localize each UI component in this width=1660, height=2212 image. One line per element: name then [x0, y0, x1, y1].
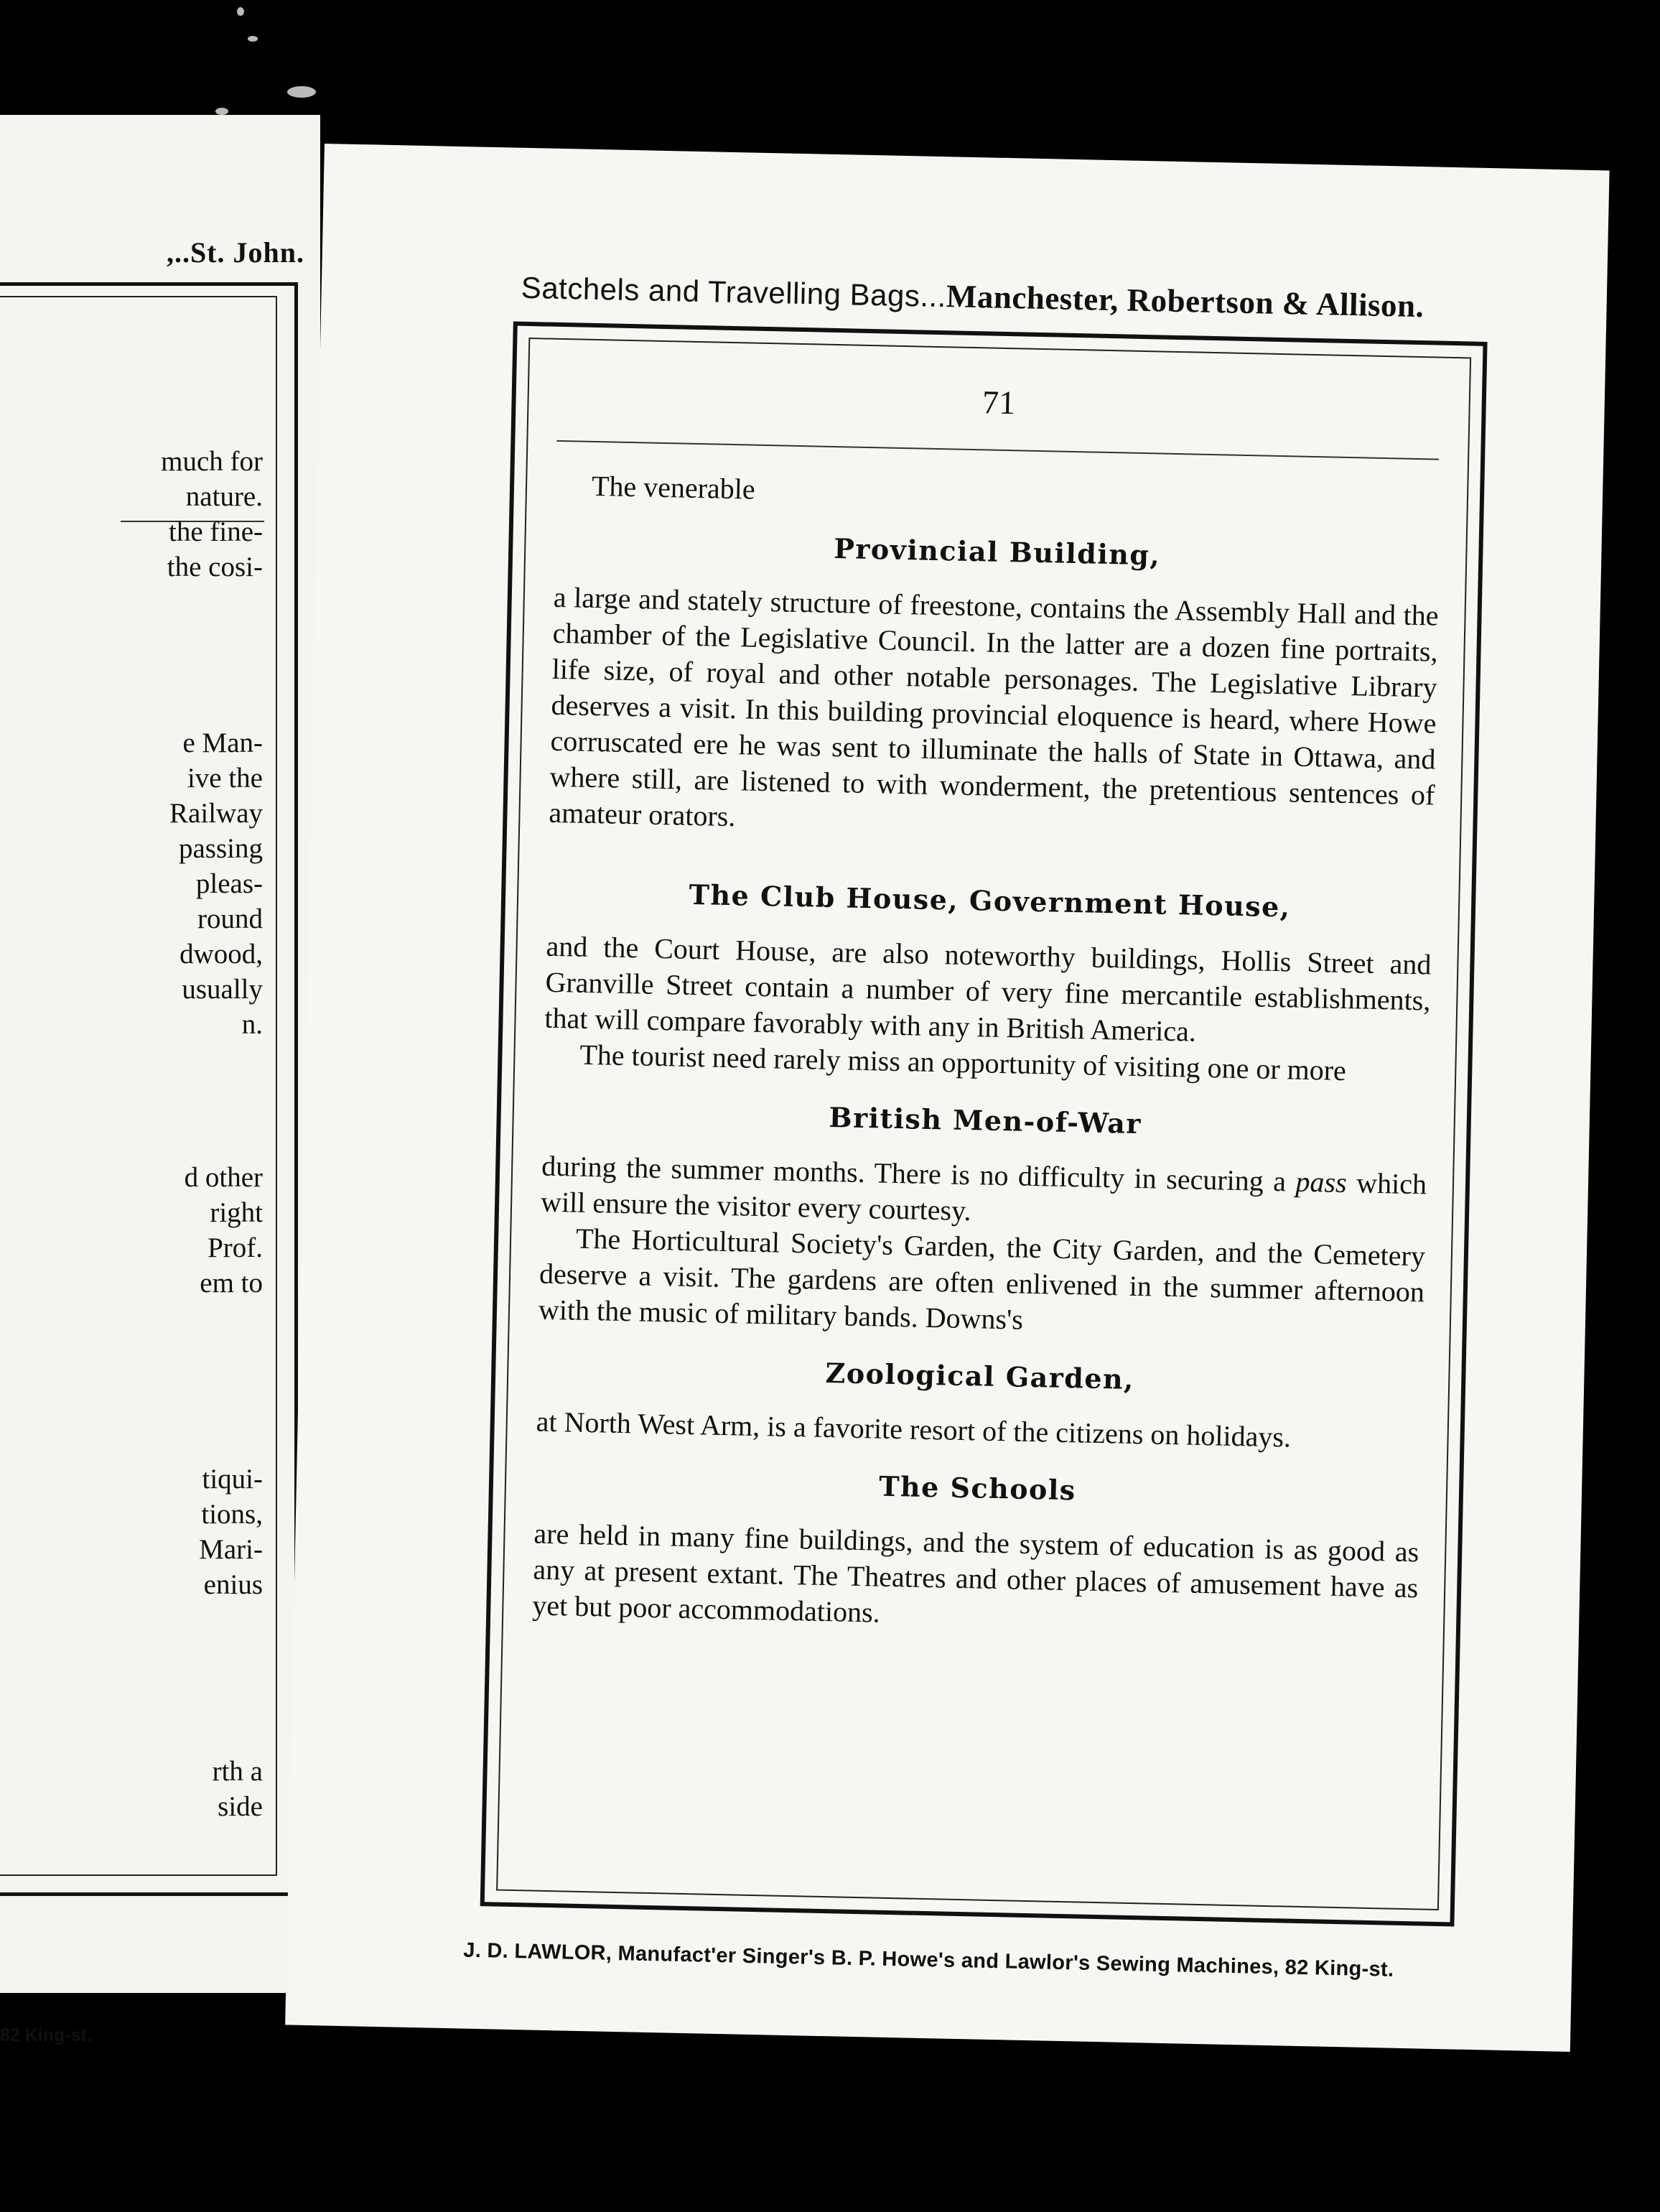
header-advert-right: Manchester, Robertson & Allison.: [946, 278, 1424, 325]
left-line: round: [197, 903, 263, 934]
heading-schools: The Schools: [878, 1469, 1077, 1507]
heading-provincial-building: Provincial Building,: [833, 531, 1161, 572]
scan-speck: [248, 36, 258, 42]
left-line: tions,: [201, 1499, 263, 1530]
heading-men-of-war: British Men-of-War: [829, 1101, 1142, 1140]
left-line: pleas-: [195, 868, 263, 899]
right-page: [285, 144, 1609, 2052]
left-page-footer: 82 King-st.: [0, 2025, 92, 2045]
page-inner-frame: [496, 338, 1471, 1910]
paragraph: a large and stately structure of freestone, contains the Assembly Hall and the chamber of the Legislative Council. In the latter are a dozen fine portraits, life size, of royal and other notable personages. The Legislative Library deserves a visit. In this building provincial eloquence is heard, where Howe corruscated ere he was sent to illuminate the halls of State in Ottawa, and where still, are listened to with wonderment, the pretentious sentences of amateur orators.: [549, 580, 1440, 833]
scan-speck: [287, 86, 316, 98]
left-line: Prof.: [208, 1232, 263, 1263]
left-line: much for: [161, 446, 263, 477]
page-footer-advert: J. D. LAWLOR, Manufact'er Singer's B. P. Howe's and Lawlor's Sewing Machines, 82 King-st.: [463, 1938, 1394, 1981]
left-line: rth a: [212, 1756, 263, 1787]
left-line: the cosi-: [167, 552, 263, 582]
left-line: the fine-: [168, 516, 263, 547]
scan-speck: [237, 7, 244, 16]
left-line: n.: [241, 1009, 263, 1040]
left-line: passing: [179, 833, 263, 864]
left-line: nature.: [185, 481, 263, 512]
left-text-group-3: [185, 1160, 263, 1301]
header-separator: ...: [919, 279, 947, 314]
left-line: usually: [182, 974, 263, 1005]
left-line: em to: [200, 1268, 263, 1298]
page-content: [532, 468, 1441, 1642]
left-line: tiqui-: [202, 1464, 263, 1495]
left-line: enius: [203, 1569, 263, 1600]
top-rule: [556, 440, 1439, 460]
paragraph: The Horticultural Society's Garden, the City Garden, and the Cemetery deserve a visit. The gardens are often enlivened in the summer afternoon with the music of military bands. Downs's: [538, 1222, 1426, 1336]
paragraph: are held in many fine buildings, and the system of education is as good as any at present extant. The Theatres and other places of amusement have as yet but poor accommodations.: [531, 1517, 1419, 1629]
left-line: right: [210, 1197, 263, 1228]
paragraph: The tourist need rarely miss an opportunity of visiting one or more: [579, 1038, 1347, 1087]
header-advert-left: Satchels and Travelling Bags: [521, 270, 920, 313]
page-border-frame: [480, 322, 1488, 1927]
page-number: 71: [981, 384, 1016, 422]
left-line: side: [218, 1791, 263, 1822]
paragraph: at North West Arm, is a favorite resort of the citizens on holidays.: [536, 1405, 1292, 1454]
left-line: Railway: [169, 798, 263, 829]
left-page: [0, 115, 320, 2045]
left-text-group-1: [161, 444, 263, 585]
page-header: [521, 269, 1424, 325]
left-line: e Man-: [182, 728, 263, 758]
left-text-group-5: [213, 1754, 263, 1824]
left-line: dwood,: [179, 939, 263, 970]
paragraph-part: which will ensure the visitor every courtesy.: [540, 1166, 1427, 1227]
left-text-group-2: [169, 725, 263, 1042]
left-line: Mari-: [199, 1534, 263, 1565]
left-line: ive the: [187, 763, 263, 794]
heading-club-house: The Club House, Government House,: [689, 878, 1292, 924]
left-page-header: ,..St. John.: [166, 236, 304, 269]
paragraph-part: during the summer months. There is no difficulty in securing a: [541, 1149, 1297, 1198]
paragraph: and the Court House, are also noteworthy buildings, Hollis Street and Granville Street contain a number of very fine mercantile establishments, that will compare favorably with any in British America.: [544, 929, 1432, 1048]
heading-zoological-garden: Zoological Garden,: [825, 1356, 1135, 1395]
emphasized-word: pass: [1295, 1165, 1348, 1199]
left-text-group-4: [199, 1462, 263, 1602]
left-line: d other: [184, 1162, 263, 1193]
scan-speck: [215, 108, 228, 115]
intro-text: The venerable: [591, 469, 756, 506]
